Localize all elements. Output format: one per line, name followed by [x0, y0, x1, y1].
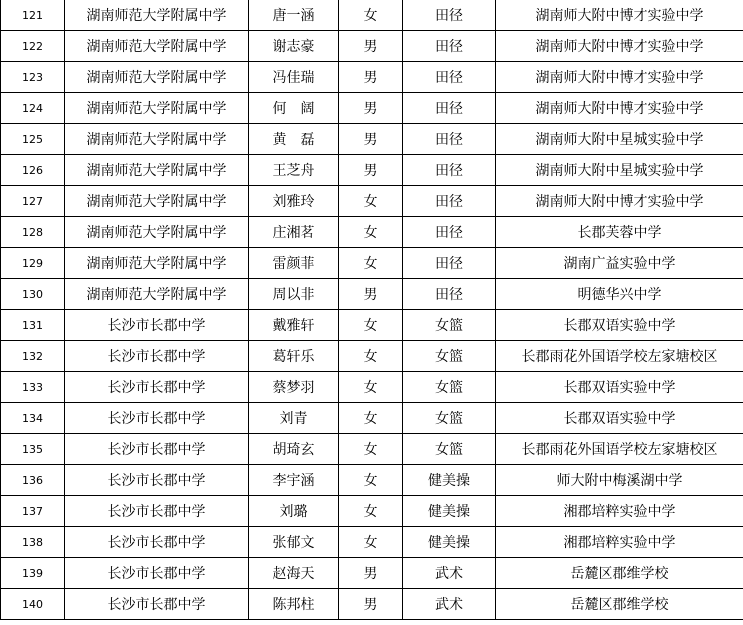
table-row: [1, 93, 743, 124]
sport-cell: 武术: [403, 589, 496, 620]
sport-cell: 健美操: [403, 527, 496, 558]
row-number-cell: 124: [1, 93, 65, 124]
row-number-cell: 130: [1, 279, 65, 310]
table-row: [1, 124, 743, 155]
school-cell: 长沙市长郡中学: [65, 465, 249, 496]
sport-cell: 田径: [403, 279, 496, 310]
origin-school-cell: 湖南师大附中博才实验中学: [496, 0, 743, 31]
row-number-cell: 140: [1, 589, 65, 620]
gender-cell: 女: [339, 403, 403, 434]
origin-school-cell: 湖南师大附中博才实验中学: [496, 62, 743, 93]
school-cell: 湖南师范大学附属中学: [65, 62, 249, 93]
table-row: [1, 279, 743, 310]
origin-school-cell: 长郡双语实验中学: [496, 310, 743, 341]
student-name-cell: 刘璐: [249, 496, 339, 527]
student-name-cell: 刘雅玲: [249, 186, 339, 217]
school-cell: 湖南师范大学附属中学: [65, 124, 249, 155]
origin-school-cell: 湘郡培粹实验中学: [496, 496, 743, 527]
table-row: [1, 434, 743, 465]
sport-cell: 女篮: [403, 310, 496, 341]
student-name-cell: 刘青: [249, 403, 339, 434]
school-cell: 湖南师范大学附属中学: [65, 186, 249, 217]
table-row: [1, 527, 743, 558]
gender-cell: 女: [339, 248, 403, 279]
school-cell: 湖南师范大学附属中学: [65, 93, 249, 124]
table-row: [1, 186, 743, 217]
school-cell: 湖南师范大学附属中学: [65, 155, 249, 186]
origin-school-cell: 明德华兴中学: [496, 279, 743, 310]
origin-school-cell: 岳麓区郡维学校: [496, 558, 743, 589]
sport-cell: 田径: [403, 248, 496, 279]
row-number-cell: 132: [1, 341, 65, 372]
school-cell: 湖南师范大学附属中学: [65, 279, 249, 310]
school-cell: 长沙市长郡中学: [65, 527, 249, 558]
table-row: [1, 155, 743, 186]
table-row: [1, 465, 743, 496]
table-row: [1, 589, 743, 620]
table-row: [1, 403, 743, 434]
gender-cell: 女: [339, 434, 403, 465]
row-number-cell: 127: [1, 186, 65, 217]
gender-cell: 男: [339, 31, 403, 62]
sport-cell: 女篮: [403, 403, 496, 434]
gender-cell: 女: [339, 496, 403, 527]
row-number-cell: 138: [1, 527, 65, 558]
student-name-cell: 雷颜菲: [249, 248, 339, 279]
school-cell: 长沙市长郡中学: [65, 310, 249, 341]
origin-school-cell: 长郡双语实验中学: [496, 372, 743, 403]
gender-cell: 女: [339, 186, 403, 217]
school-cell: 湖南师范大学附属中学: [65, 217, 249, 248]
origin-school-cell: 岳麓区郡维学校: [496, 589, 743, 620]
origin-school-cell: 湖南师大附中博才实验中学: [496, 93, 743, 124]
school-cell: 长沙市长郡中学: [65, 372, 249, 403]
row-number-cell: 122: [1, 31, 65, 62]
gender-cell: 女: [339, 527, 403, 558]
sport-cell: 田径: [403, 31, 496, 62]
student-name-cell: 周以非: [249, 279, 339, 310]
table-row: [1, 248, 743, 279]
school-cell: 长沙市长郡中学: [65, 496, 249, 527]
student-name-cell: 赵海天: [249, 558, 339, 589]
table-row: [1, 558, 743, 589]
sport-cell: 田径: [403, 62, 496, 93]
student-name-cell: 冯佳瑞: [249, 62, 339, 93]
gender-cell: 女: [339, 217, 403, 248]
school-cell: 湖南师范大学附属中学: [65, 248, 249, 279]
row-number-cell: 121: [1, 0, 65, 31]
row-number-cell: 128: [1, 217, 65, 248]
gender-cell: 男: [339, 279, 403, 310]
sport-cell: 武术: [403, 558, 496, 589]
row-number-cell: 137: [1, 496, 65, 527]
student-name-cell: 庄湘茗: [249, 217, 339, 248]
origin-school-cell: 湖南师大附中星城实验中学: [496, 124, 743, 155]
gender-cell: 男: [339, 155, 403, 186]
sport-cell: 健美操: [403, 465, 496, 496]
school-cell: 长沙市长郡中学: [65, 434, 249, 465]
sport-cell: 女篮: [403, 434, 496, 465]
row-number-cell: 129: [1, 248, 65, 279]
school-cell: 长沙市长郡中学: [65, 403, 249, 434]
gender-cell: 男: [339, 93, 403, 124]
origin-school-cell: 湘郡培粹实验中学: [496, 527, 743, 558]
sport-cell: 田径: [403, 217, 496, 248]
table-row: [1, 217, 743, 248]
sport-cell: 女篮: [403, 372, 496, 403]
origin-school-cell: 师大附中梅溪湖中学: [496, 465, 743, 496]
row-number-cell: 131: [1, 310, 65, 341]
student-name-cell: 黄 磊: [249, 124, 339, 155]
row-number-cell: 136: [1, 465, 65, 496]
school-cell: 湖南师范大学附属中学: [65, 31, 249, 62]
sport-cell: 田径: [403, 0, 496, 31]
table-row: [1, 496, 743, 527]
table-row: [1, 31, 743, 62]
origin-school-cell: 长郡雨花外国语学校左家塘校区: [496, 341, 743, 372]
student-name-cell: 何 阔: [249, 93, 339, 124]
row-number-cell: 126: [1, 155, 65, 186]
student-name-cell: 戴雅轩: [249, 310, 339, 341]
row-number-cell: 139: [1, 558, 65, 589]
row-number-cell: 134: [1, 403, 65, 434]
origin-school-cell: 长郡芙蓉中学: [496, 217, 743, 248]
row-number-cell: 133: [1, 372, 65, 403]
gender-cell: 女: [339, 0, 403, 31]
student-name-cell: 葛轩乐: [249, 341, 339, 372]
sport-cell: 田径: [403, 155, 496, 186]
table-row: [1, 372, 743, 403]
sport-cell: 健美操: [403, 496, 496, 527]
origin-school-cell: 湖南师大附中星城实验中学: [496, 155, 743, 186]
table-row: [1, 0, 743, 31]
student-name-cell: 李宇涵: [249, 465, 339, 496]
sport-cell: 田径: [403, 93, 496, 124]
origin-school-cell: 长郡雨花外国语学校左家塘校区: [496, 434, 743, 465]
gender-cell: 男: [339, 589, 403, 620]
school-cell: 长沙市长郡中学: [65, 589, 249, 620]
school-cell: 长沙市长郡中学: [65, 558, 249, 589]
school-cell: 湖南师范大学附属中学: [65, 0, 249, 31]
student-name-cell: 王芝舟: [249, 155, 339, 186]
student-name-cell: 张郁文: [249, 527, 339, 558]
student-name-cell: 胡琦玄: [249, 434, 339, 465]
gender-cell: 男: [339, 558, 403, 589]
gender-cell: 女: [339, 372, 403, 403]
origin-school-cell: 湖南广益实验中学: [496, 248, 743, 279]
student-name-cell: 陈邦柱: [249, 589, 339, 620]
gender-cell: 女: [339, 310, 403, 341]
sport-cell: 女篮: [403, 341, 496, 372]
row-number-cell: 125: [1, 124, 65, 155]
table-row: [1, 341, 743, 372]
row-number-cell: 123: [1, 62, 65, 93]
sport-cell: 田径: [403, 186, 496, 217]
table-body: [1, 0, 743, 620]
sport-cell: 田径: [403, 124, 496, 155]
student-name-cell: 蔡梦羽: [249, 372, 339, 403]
row-number-cell: 135: [1, 434, 65, 465]
origin-school-cell: 湖南师大附中博才实验中学: [496, 186, 743, 217]
table-row: [1, 62, 743, 93]
table-row: [1, 310, 743, 341]
student-name-cell: 唐一涵: [249, 0, 339, 31]
gender-cell: 男: [339, 62, 403, 93]
gender-cell: 男: [339, 124, 403, 155]
school-cell: 长沙市长郡中学: [65, 341, 249, 372]
gender-cell: 女: [339, 341, 403, 372]
origin-school-cell: 湖南师大附中博才实验中学: [496, 31, 743, 62]
student-name-cell: 谢志豪: [249, 31, 339, 62]
origin-school-cell: 长郡双语实验中学: [496, 403, 743, 434]
gender-cell: 女: [339, 465, 403, 496]
